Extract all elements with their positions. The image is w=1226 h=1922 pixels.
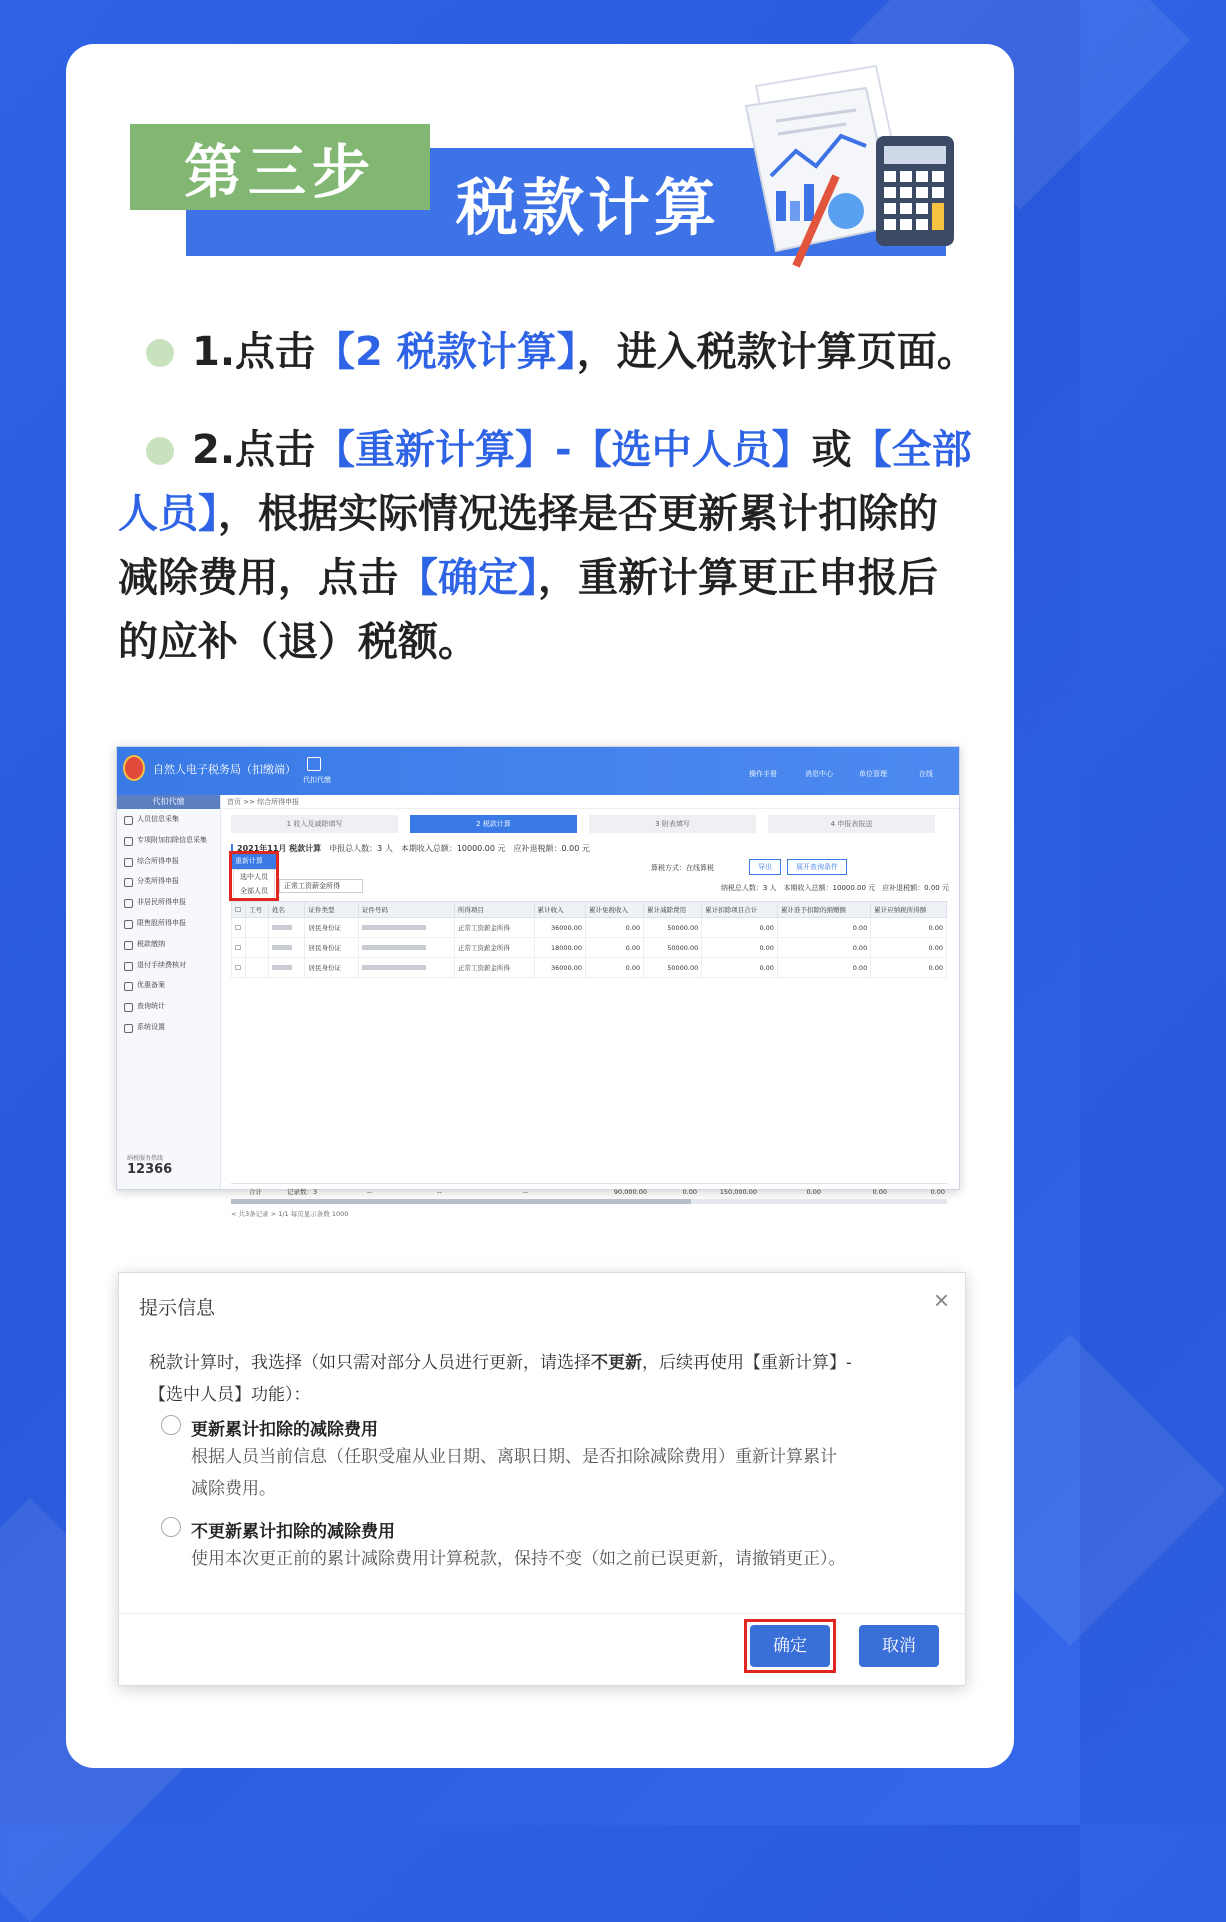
- cancel-button[interactable]: 取消: [859, 1625, 939, 1667]
- recalc-button[interactable]: 重新计算: [231, 853, 277, 869]
- summary-right: 纳税总人数：3 人 本期收入总额：10000.00 元 应补退税额：0.00 元: [720, 884, 949, 892]
- row-checkbox[interactable]: ☐: [232, 958, 246, 978]
- bullet-icon: [146, 339, 174, 367]
- sidebar-item[interactable]: 税款缴纳: [117, 934, 220, 955]
- sidebar-item[interactable]: 综合所得申报: [117, 851, 220, 872]
- masked-name: [272, 925, 292, 930]
- hotline: 纳税服务热线 12366: [127, 1155, 173, 1177]
- sidebar: [117, 795, 221, 1189]
- row-checkbox[interactable]: ☐: [232, 938, 246, 958]
- breadcrumb: 首页 >> 综合所得申报: [221, 795, 959, 809]
- main-panel: [221, 795, 959, 1218]
- message-link[interactable]: 消息中心: [805, 770, 833, 778]
- sidebar-item[interactable]: 退付手续费核对: [117, 955, 220, 976]
- tab-step-2[interactable]: 2 税款计算: [410, 815, 577, 833]
- table-row[interactable]: ☐ 居民身份证 正常工资薪金所得 18000.00 0.00 50000.00 0.00 0.00 0.00: [232, 938, 947, 958]
- masked-id: [362, 925, 426, 930]
- dropdown-selected-staff[interactable]: 选中人员: [240, 873, 268, 881]
- step-1-text: 1.点击【2 税款计算】，进入税款计算页面。: [146, 320, 977, 384]
- sidebar-head: 代扣代缴: [117, 795, 220, 809]
- tax-logo-icon: [123, 755, 145, 781]
- option-keep-radio[interactable]: [161, 1517, 181, 1537]
- confirm-button[interactable]: 确定: [750, 1625, 830, 1667]
- col-header: 累计免税收入: [585, 902, 643, 918]
- sidebar-item[interactable]: 优惠备案: [117, 975, 220, 996]
- sidebar-item[interactable]: 专项附加扣除信息采集: [117, 830, 220, 851]
- sidebar-item[interactable]: 系统设置: [117, 1017, 220, 1038]
- sidebar-item[interactable]: 非居民所得申报: [117, 892, 220, 913]
- wallet-icon[interactable]: [307, 757, 321, 771]
- option-keep-title[interactable]: 不更新累计扣除的减除费用: [191, 1522, 395, 1541]
- sidebar-item[interactable]: 查询统计: [117, 996, 220, 1017]
- step-2-line2: 人员】，根据实际情况选择是否更新累计扣除的: [118, 491, 938, 537]
- table-row[interactable]: ☐ 居民身份证 正常工资薪金所得 36000.00 0.00 50000.00 0.00 0.00 0.00: [232, 958, 947, 978]
- masked-id: [362, 965, 426, 970]
- page-title: 税款计算: [456, 171, 721, 244]
- highlight-box: [229, 851, 279, 901]
- tax-table: [231, 901, 947, 978]
- masked-name: [272, 945, 292, 950]
- tab-step-4[interactable]: 4 申报表报送: [768, 815, 935, 833]
- sidebar-item[interactable]: 限售股所得申报: [117, 913, 220, 934]
- col-header: 累计应纳税所得额: [871, 902, 947, 918]
- income-select[interactable]: 正常工资薪金所得: [279, 879, 363, 893]
- app-titlebar: [117, 747, 959, 795]
- pager[interactable]: < 共3条记录 > 1/1 每页显示条数 1000: [231, 1210, 349, 1218]
- table-row[interactable]: ☐ 居民身份证 正常工资薪金所得 36000.00 0.00 50000.00 0.00 0.00 0.00: [232, 918, 947, 938]
- col-header: 累计收入: [534, 902, 585, 918]
- close-icon[interactable]: ×: [933, 1285, 949, 1315]
- col-header: 所得项目: [454, 902, 534, 918]
- col-header: 累计准予扣除的捐赠额: [777, 902, 870, 918]
- col-header: 累计减除费用: [644, 902, 702, 918]
- period-summary: 2021年11月 税款计算 申报总人数：3 人 本期收入总额：10000.00 元 应补退税额：0.00 元: [231, 843, 590, 854]
- dialog-title: 提示信息: [139, 1298, 216, 1319]
- software-screenshot: [116, 746, 960, 1218]
- col-header: 证件号码: [358, 902, 454, 918]
- col-header: 累计扣除项目合计: [702, 902, 778, 918]
- report-calculator-illustration-icon: [726, 66, 966, 286]
- highlight-box: [744, 1619, 836, 1673]
- col-header: 姓名: [268, 902, 305, 918]
- option-update-radio[interactable]: [161, 1415, 181, 1435]
- option-update-desc: 根据人员当前信息（任职受雇从业日期、离职日期、是否扣除减除费用）重新计算累计 减除费用。: [191, 1447, 837, 1498]
- option-keep-desc: 使用本次更正前的累计减除费用计算税款，保持不变（如之前已误更新，请撤销更正）。: [191, 1549, 846, 1568]
- step-2-line1: 2.点击【重新计算】-【选中人员】或【全部: [146, 418, 972, 482]
- online-status[interactable]: 在线: [919, 770, 933, 778]
- export-button[interactable]: 导出: [749, 859, 781, 875]
- masked-id: [362, 945, 426, 950]
- col-header: 证件类型: [305, 902, 358, 918]
- tab-step-3[interactable]: 3 附表填写: [589, 815, 756, 833]
- step-2-line4: 的应补（退）税额。: [118, 619, 478, 665]
- horizontal-scrollbar[interactable]: [231, 1199, 947, 1204]
- tab-step-1[interactable]: 1 收入及减除填写: [231, 815, 398, 833]
- divider: [119, 1613, 965, 1614]
- prompt-dialog: [118, 1272, 966, 1686]
- step-label: 第三步: [130, 124, 430, 210]
- totals-row: 合计 记录数：3 -- -- -- 90,000.00 0.00 150,000.00 0.00 0.00 0.00: [231, 1183, 947, 1199]
- row-checkbox[interactable]: ☐: [232, 918, 246, 938]
- bullet-icon: [146, 437, 174, 465]
- sidebar-item[interactable]: 人员信息采集: [117, 809, 220, 830]
- select-all-checkbox[interactable]: ☐: [232, 902, 246, 918]
- app-title: 自然人电子税务局（扣缴端）: [153, 763, 296, 776]
- unit-link[interactable]: 单位管理: [859, 770, 887, 778]
- step-2-line3: 减除费用，点击【确定】，重新计算更正申报后: [118, 555, 938, 601]
- option-update-title[interactable]: 更新累计扣除的减除费用: [191, 1420, 378, 1439]
- col-header: 工号: [246, 902, 269, 918]
- step-tabs: [231, 815, 947, 833]
- top-tab[interactable]: 代扣代缴: [303, 776, 331, 784]
- expand-query-button[interactable]: 展开查询条件: [787, 859, 847, 875]
- tax-method: 算税方式：在线算税: [651, 864, 714, 872]
- manual-link[interactable]: 操作手册: [749, 770, 777, 778]
- dropdown-all-staff[interactable]: 全部人员: [240, 887, 268, 895]
- dialog-message: 税款计算时，我选择（如只需对部分人员进行更新，请选择不更新，后续再使用【重新计算】- 【选中人员】功能）：: [149, 1353, 852, 1404]
- sidebar-item[interactable]: 分类所得申报: [117, 871, 220, 892]
- masked-name: [272, 965, 292, 970]
